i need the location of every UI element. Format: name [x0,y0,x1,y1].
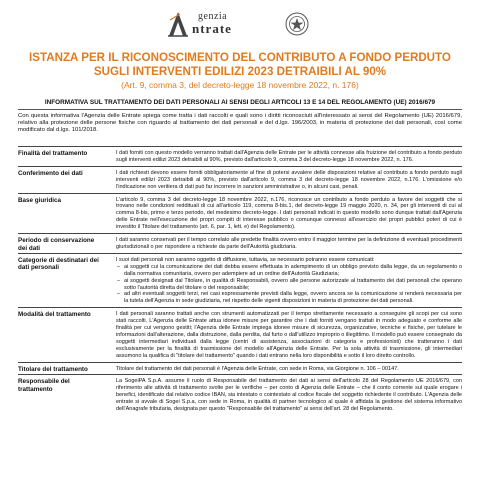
row-label: Conferimento dei dati [18,169,83,177]
agenzia-entrate-logo [166,8,314,40]
row-text: Titolare del trattamento dei dati personali è l'Agenzia delle Entrate, con sede in Roma, via Giorgione n. 106 – 00147. [116,365,399,372]
table-row [18,233,462,253]
row-text: I suoi dati personali non saranno oggetto di diffusione, tuttavia, se necessario potranno essere comunicati: [116,256,375,263]
row-label: Periodo di conservazione dei dati [18,237,95,252]
row-label: Base giuridica [18,196,62,204]
republic-emblem-icon [284,11,310,37]
agenzia-logo-mark-icon [166,10,190,38]
logo-line-1: genzia [198,11,228,22]
table-row [18,307,462,361]
table-row [18,166,462,193]
row-label: Modalità del trattamento [18,311,91,319]
row-label: Titolare del trattamento [18,365,88,373]
row-text: La SogeiPA S.p.A. assume il ruolo di Responsabile del trattamento dei dati ai sensi dell'articolo 28 del Regolamento UE 2016/679, con riferimento alle attività di trattamento svolte per le verifiche – per conto di Agenzia delle Entrate – che il conto corrente sul quale erogare i benefici, identificato dal relativo codice IBAN, sia intestato o cointestato al codice fiscale del soggetto richiedente il contributo. L'Agenzia delle entrate si avvale di Sogei S.p.a, con sede in Roma, in qualità di partner tecnologico al quale è affidata la gestione del sistema informativo dell'Anagrafe tributaria, designata per questo "Responsabile del trattamento" ai sensi dell'art. 28 del Regolamento. [116,378,462,413]
row-text: L'articolo 9, comma 3 del decreto-legge 18 novembre 2022, n.176, riconosce un contributo a fondo perduto a favore dei soggetti che si trovano nelle condizioni reddituali di cui all'articolo 119, comma 8-bis.1, del decreto-legge 19 maggio 2020, n. 34, per gli interventi di cui al comma 8-bis, primo e terzo periodo, del medesimo decreto-legge. I dati personali indicati in questo modello sono dunque trattati dall'Agenzia delle Entrate nell'esecuzione dei propri compiti di interesse pubblico o comunque connessi all'esercizio dei propri pubblici poteri di cui è investito il Titolare del trattamento (art. 6, par. 1, lett. e) del Regolamento). [116,196,462,231]
row-text: I dati richiesti devono essere forniti obbligatoriamente al fine di potersi avvalere delle disposizioni relative al contributo a fondo perduto sugli interventi edilizi 2023 detraibili al 90%, previsto dall'articolo 9, comma 3 del decreto-legge 18 novembre 2022, n.176. L'omissione e/o l'indicazione non veritiera di dati può far incorrere in sanzioni amministrative o, in alcuni casi, penali. [116,169,462,190]
table-row [18,374,462,415]
row-text: I dati forniti con questo modello verranno trattati dall'Agenzia delle Entrate per le attività connesse alla fruizione del contributo a fondo perduto sugli interventi edilizi 2023 detraibili al 90%, previsto dall'articolo 9, comma 3 del decreto-legge 18 novembre 2022, n. 176. [116,150,462,163]
recipient-list [116,264,462,305]
page-title: ISTANZA PER IL RICONOSCIMENTO DEL CONTRIBUTO A FONDO PERDUTO SUGLI INTERVENTI EDILIZI 2023 DETRAIBILI AL 90% [29,51,451,78]
table-row [18,193,462,234]
logo-wordmark [192,11,282,35]
logo-line-2: ntrate [192,21,232,36]
row-text-container [116,254,462,307]
list-item: – ad altri eventuali soggetti terzi, nei casi espressamente previsti dalla legge, ovvero ancora se la comunicazione si renderà necessaria per la tutela dell'Agenzia in sede giudiziaria, nel rispetto delle vigenti disposizioni in materia di protezione dei dati personali. [124,291,462,305]
list-item: – ai soggetti designati dal Titolare, in qualità di Responsabili, ovvero alle persone autorizzate al trattamento dei dati personali che operano sotto l'autorità diretta del titolare o del responsabile; [124,278,462,292]
row-label: Responsabile del trattamento [18,378,70,393]
table-row [18,146,462,166]
row-text: I dati personali saranno trattati anche con strumenti automatizzati per il tempo strettamente necessario a conseguire gli scopi per cui sono stati raccolti. L'Agenzia delle Entrate attua idonee misure per garantire che i dati forniti vengano trattati in modo adeguato e conforme alle finalità per cui vengono gestiti; l'Agenzia delle Entrate impiega idonee misure di sicurezza, organizzative, tecniche e fisiche, per tutelare le informazioni dall'alterazione, dalla distruzione, dalla perdita, dal furto o dall'utilizzo improprio o illegittimo. Il modello può essere consegnato da soggetti intermediari individuati dalla legge (centri di assistenza, associazioni di categoria e professionisti) che tratteranno i dati esclusivamente per la finalità di trasmissione del modello all'Agenzia delle Entrate. Per la sola attività di trasmissione, gli intermediari assumono la qualifica di "titolare del trattamento" quando i dati entrano nella loro disponibilità e sotto il loro diretto controllo. [116,311,462,359]
intro-paragraph: Con questa informativa l'Agenzia delle Entrate spiega come tratta i dati raccolti e quali sono i diritti riconosciuti all'interessato ai sensi del Regolamento (UE) 2016/679, relativo alla protezione delle persone fisiche con riguardo al trattamento dei dati personali e del d.lgs. 196/2003, in materia di protezione dei dati personali, così come modificato dal d.lgs. 101/2018. [18,113,462,134]
row-text: I dati saranno conservati per il tempo correlato alle predette finalità ovvero entro il maggior termine per la definizione di eventuali procedimenti giurisdizionali o per rispondere a richieste da parte dell'Autorità giudiziaria. [116,237,462,250]
privacy-info-table [18,146,462,415]
divider [18,109,462,110]
list-item: – ai soggetti cui la comunicazione dei dati debba essere effettuata in adempimento di un obbligo previsto dalla legge, da un regolamento o dalla normativa comunitaria, ovvero per adempiere ad un ordine dell'Autorità Giudiziaria; [124,264,462,278]
row-label: Categorie di destinatari dei dati personali [18,256,99,272]
row-label: Finalità del trattamento [18,150,88,157]
table-row [18,362,462,375]
page-subtitle: (Art. 9, comma 3, del decreto-legge 18 novembre 2022, n. 176) [121,80,359,90]
info-section-title: INFORMATIVA SUL TRATTAMENTO DEI DATI PERSONALI AI SENSI DEGLI ARTICOLI 13 E 14 DEL REGOLAMENTO (UE) 2016/679 [44,99,436,106]
table-row [18,253,462,307]
